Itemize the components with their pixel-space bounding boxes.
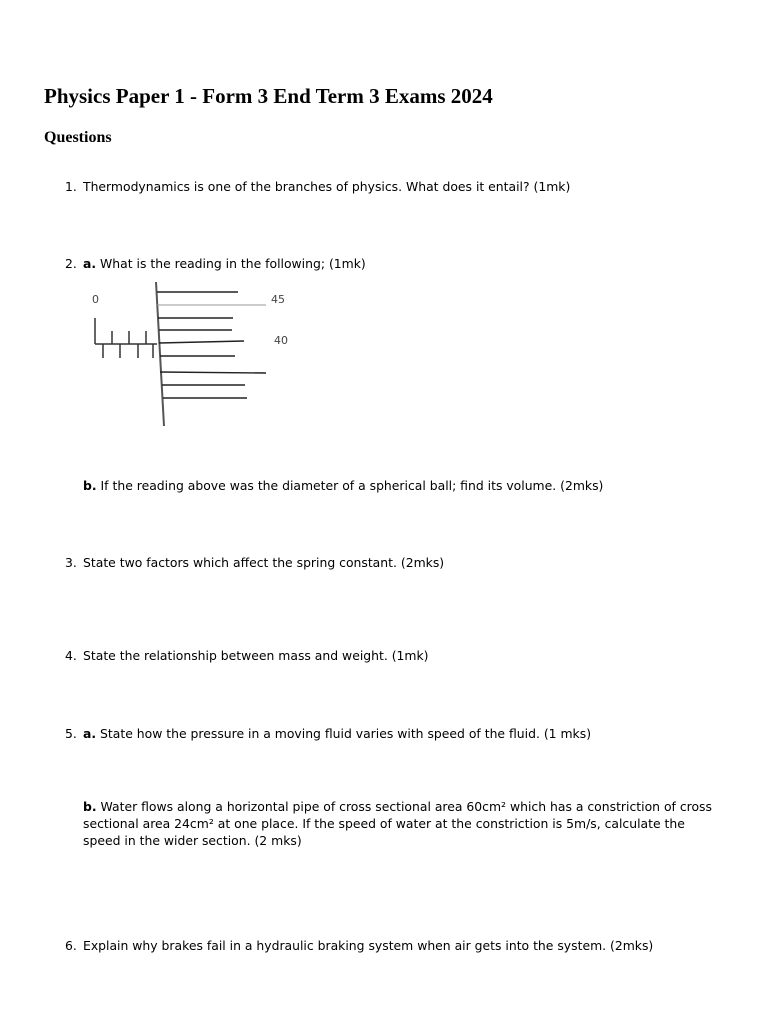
sleeve-zero-label: 0 — [92, 293, 99, 306]
page-title: Physics Paper 1 - Form 3 End Term 3 Exams 2024 — [44, 84, 493, 108]
question-text: Water flows along a horizontal pipe of cross sectional area 60cm² which has a constriction of cross sectional area 24cm² at one place. If the speed of water at the constriction is 5m/s, calculate the speed in the wider section. (2 mks) — [83, 799, 712, 848]
subpart-label: b. — [83, 478, 97, 493]
question-number: 4. — [65, 648, 77, 663]
question-text: State the relationship between mass and weight. (1mk) — [83, 648, 429, 663]
question-text-wrapper — [83, 255, 366, 272]
thimble-label-40: 40 — [274, 334, 288, 347]
question-number: 2. — [65, 256, 77, 271]
question-text-wrapper — [83, 798, 719, 849]
question-text: State two factors which affect the spring constant. (2mks) — [83, 555, 445, 570]
thimble-edge — [156, 282, 164, 426]
micrometer-diagram — [85, 280, 305, 430]
question-number: 1. — [65, 179, 77, 194]
question-text-wrapper — [83, 725, 591, 742]
question-text: Thermodynamics is one of the branches of physics. What does it entail? (1mk) — [83, 179, 571, 194]
subpart-label: a. — [83, 726, 97, 741]
thimble-label-45: 45 — [271, 293, 285, 306]
question-number: 5. — [65, 726, 77, 741]
question-number: 3. — [65, 555, 77, 570]
question-text: Explain why brakes fail in a hydraulic braking system when air gets into the system. (2mks) — [83, 938, 654, 953]
question-text: If the reading above was the diameter of a spherical ball; find its volume. (2mks) — [100, 478, 604, 493]
thimble-division — [160, 372, 266, 373]
section-heading: Questions — [44, 129, 112, 146]
subpart-label: a. — [83, 256, 97, 271]
subpart-label: b. — [83, 799, 97, 814]
question-number: 6. — [65, 938, 77, 953]
question-text: What is the reading in the following; (1mk) — [100, 256, 366, 271]
thimble-division-40 — [159, 341, 244, 343]
question-text: State how the pressure in a moving fluid varies with speed of the fluid. (1 mks) — [100, 726, 592, 741]
question-text-wrapper — [83, 477, 603, 494]
